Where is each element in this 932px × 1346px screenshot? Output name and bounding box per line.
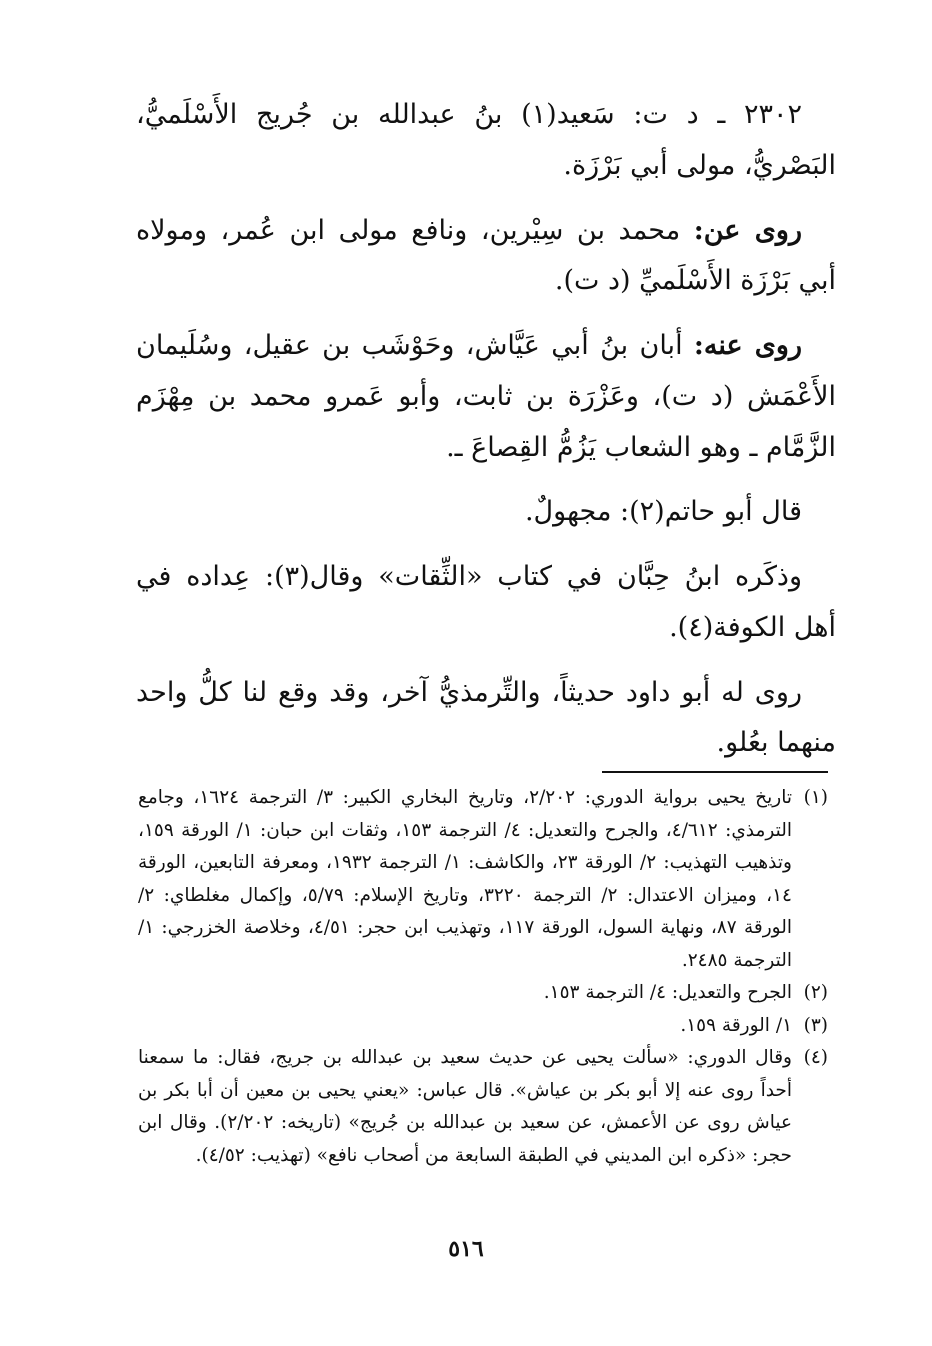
footnote-text: وقال الدوري: «سألت يحيى عن حديث سعيد بن عبدالله بن جريج، فقال: ما سمعنا أحداً روى عنه إلا أبو بكر بن عياش». قال عباس: «يعني يحيى بن معين أن أبا بكر بن عياش روى عن الأعمش، عن سعيد بن عبدالله بن جُريج» (تاريخه: ٢/٢٠٢). وقال ابن حجر: «ذكره ابن المديني في الطبقة السابعة من أصحاب نافع» (تهذيب: ٤/٥٢). [138, 1047, 792, 1167]
narrators-paragraph [136, 321, 836, 473]
ibn-hibban-paragraph: وذكَره ابنُ حِبَّان في كتاب «الثِّقات» وقال(٣): عِداده في أهل الكوفة(٤). [136, 561, 836, 643]
footnote [138, 782, 828, 977]
footnote-number: (٢) [803, 982, 828, 1004]
abu-hatim-paragraph: قال أبو حاتم(٢): مجهولٌ. [524, 496, 802, 528]
narrated-by-paragraph: روى له أبو داود حديثاً، والتِّرمذيُّ آخر، وقد وقع لنا كلُّ واحد منهما بعُلو. [136, 676, 836, 759]
footnotes [138, 782, 828, 1173]
footnote-number: (٤) [803, 1047, 828, 1069]
footnote-text: ١/ الورقة ١٥٩. [680, 1014, 792, 1036]
entry-heading: ٢٣٠٢ ـ د ت: سَعيد(١) بنُ عبدالله بن جُريج الأَسْلَميُّ، البَصْريُّ، مولى أبي بَرْزَة. [136, 99, 836, 181]
footnote-text: تاريخ يحيى برواية الدوري: ٢/٢٠٢، وتاريخ البخاري الكبير: ٣/ الترجمة ١٦٢٤، وجامع الترمذي: ٤/٦١٢، والجرح والتعديل: ٤/ الترجمة ١٥٣، وثقات ابن حبان: ١/ الورقة ١٥٩، وتذهيب التهذيب: ٢/ الورقة ٢٣، والكاشف: ١/ الترجمة ١٩٣٢، ومعرفة التابعين، الورقة ١٤، وميزان الاعتدال: ٢/ الترجمة ٣٢٢٠، وتاريخ الإسلام: ٥/٧٩، وإكمال مغلطاي: ٢/ الورقة ٨٧، ونهاية السول، الورقة ١١٧، وتهذيب ابن حجر: ٤/٥١، وخلاصة الخزرجي: ١/ الترجمة ٢٤٨٥. [138, 787, 792, 971]
footnote-number: (٣) [803, 1014, 828, 1036]
footnote-number: (١) [803, 787, 828, 808]
narrators-label: روى عنه: [693, 330, 802, 361]
footnote [138, 977, 828, 1010]
main-text [136, 90, 836, 783]
narrated-from-text: محمد بن سِيْرين، ونافع مولى ابن عُمر، ومولاه أبي بَرْزَة الأَسْلَميِّ (د ت). [136, 214, 836, 297]
narrated-from-paragraph [136, 206, 836, 308]
footnote [138, 1042, 828, 1172]
footnote-separator [602, 771, 828, 773]
narrators-text: أبان بنُ أبي عَيَّاش، وحَوْشَب بن عقيل، وسُلَيمان الأَعْمَش (د ت)، وعَزْرَة بن ثابت، وأبو عَمرو محمد بن مِهْزَم الزَّمَّام ـ وهو الشعاب يَزُمُّ القِصاعَ ـ. [136, 330, 836, 463]
footnote [138, 1010, 828, 1043]
narrated-from-label: روى عن: [693, 214, 802, 246]
footnote-text: الجرح والتعديل: ٤/ الترجمة ١٥٣. [543, 982, 792, 1004]
page-number: ٥١٦ [448, 1236, 484, 1262]
